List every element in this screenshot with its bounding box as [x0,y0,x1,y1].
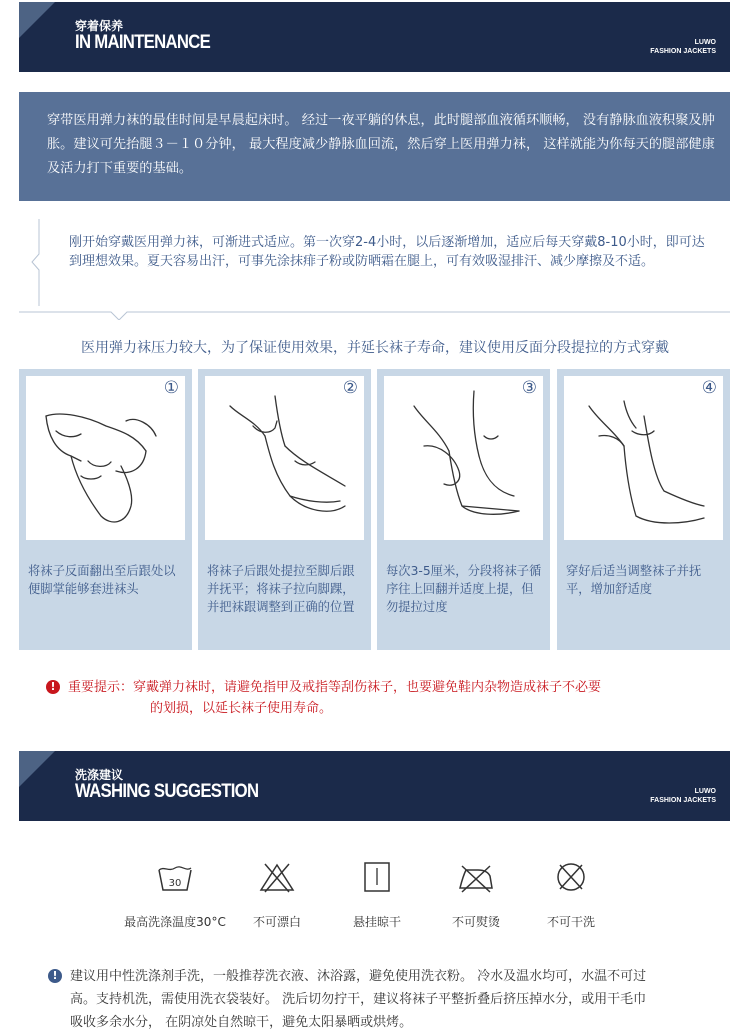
wash-30-icon [155,860,195,894]
warning-line-1: 重要提示：穿戴弹力袜时，请避免指甲及戒指等刮伤袜子，也要避免鞋内杂物造成袜子不必要 [68,680,602,695]
brand-tagline: FASHION JACKETS [650,48,716,55]
step-2-number: ② [342,378,358,398]
warning-line-2: 的划损，以延长袜子使用寿命。 [150,701,333,716]
brand-logo [650,787,716,805]
info-icon: ! [48,969,62,983]
washing-banner [19,751,730,821]
banner-cn-title: 穿着保养 [75,19,124,33]
step-1-number: ① [163,378,179,398]
no-bleach-item [222,860,332,940]
step-4-text: 穿好后适当调整袜子并抚平，增加舒适度 [566,564,702,596]
step-card-2 [198,369,371,650]
banner-en-title: WASHING SUGGESTION [75,781,259,802]
wash-30-item [120,860,230,940]
step-2-text: 将袜子后跟处提拉至脚后跟并抚平；将袜子拉向脚踝，并把袜跟调整到正确的位置 [207,564,355,614]
no-dry-clean-icon [551,860,591,894]
wash-temp: 30 [168,878,182,889]
brand-name: LUWO [694,788,716,795]
brand-tagline: FASHION JACKETS [650,797,716,804]
step-1-text: 将袜子反面翻出至后跟处以便脚掌能够套进袜头 [28,564,176,596]
banner-corner [19,751,55,787]
no-bleach-icon [257,860,297,894]
tips-box [19,202,730,320]
brand-name: LUWO [694,39,716,46]
steps-title: 医用弹力袜压力较大，为了保证使用效果，并延长袜子寿命，建议使用反面分段提拉的方式穿戴 [81,340,669,356]
step-card-3 [377,369,550,650]
no-dry-clean-label: 不可干洗 [546,915,595,929]
tips-text: 刚开始穿戴医用弹力袜，可渐进式适应。第一次穿2-4小时，以后逐渐增加，适应后每天穿戴8-10小时，即可达到理想效果。夏天容易出汗，可事先涂抹痱子粉或防晒霜在腿上，可有效吸湿排汗、减少摩擦及不适。 [69,235,705,269]
step-4-illustration [564,376,723,540]
no-bleach-label: 不可漂白 [252,915,301,929]
maintenance-banner [19,2,730,72]
no-iron-icon [456,860,496,894]
hang-dry-item [322,860,432,940]
wash-30-label: 最高洗涤温度30°C [124,915,226,929]
brand-logo [650,38,716,56]
no-dry-clean-item [516,860,626,940]
washing-note-line-3: 吸收多余水分， 在阴凉处自然晾干，避免太阳暴晒或烘烤。 [70,1015,413,1030]
intro-box [19,92,730,201]
intro-text: 穿带医用弹力袜的最佳时间是早晨起床时。 经过一夜平躺的休息，此时腿部血液循环顺畅， 没有静脉血液积聚及肿胀。建议可先抬腿３－１０分钟， 最大程度减少静脉血回流，然后穿上医用弹力袜， 这样就能为你每天的腿部健康及活力打下重要的基础。 [47,113,715,176]
banner-corner [19,2,55,38]
hang-dry-icon [357,860,397,894]
step-3-number: ③ [521,378,537,398]
step-4-number: ④ [701,378,717,398]
no-iron-item [421,860,531,940]
washing-note-line-1: 建议用中性洗涤剂手洗，一般推荐洗衣液、沐浴露，避免使用洗衣粉。 冷水及温水均可，水温不可过 [70,969,647,984]
banner-cn-title: 洗涤建议 [75,768,124,782]
no-iron-label: 不可熨烫 [451,915,500,929]
steps-panel [19,369,730,650]
step-1-illustration [26,376,185,540]
step-3-illustration [384,376,543,540]
step-2-illustration [205,376,364,540]
washing-note-line-2: 高。支持机洗，需使用洗衣袋装好。 洗后切勿拧干，建议将袜子平整折叠后挤压掉水分，或用干毛巾 [70,992,647,1007]
hang-dry-label: 悬挂晾干 [352,915,401,929]
step-card-4 [557,369,730,650]
banner-en-title: IN MAINTENANCE [75,32,211,53]
step-card-1 [19,369,192,650]
step-3-text: 每次3-5厘米，分段将袜子循序往上回翻并适度上提，但勿提拉过度 [386,564,542,614]
warning-icon: ! [46,680,60,694]
